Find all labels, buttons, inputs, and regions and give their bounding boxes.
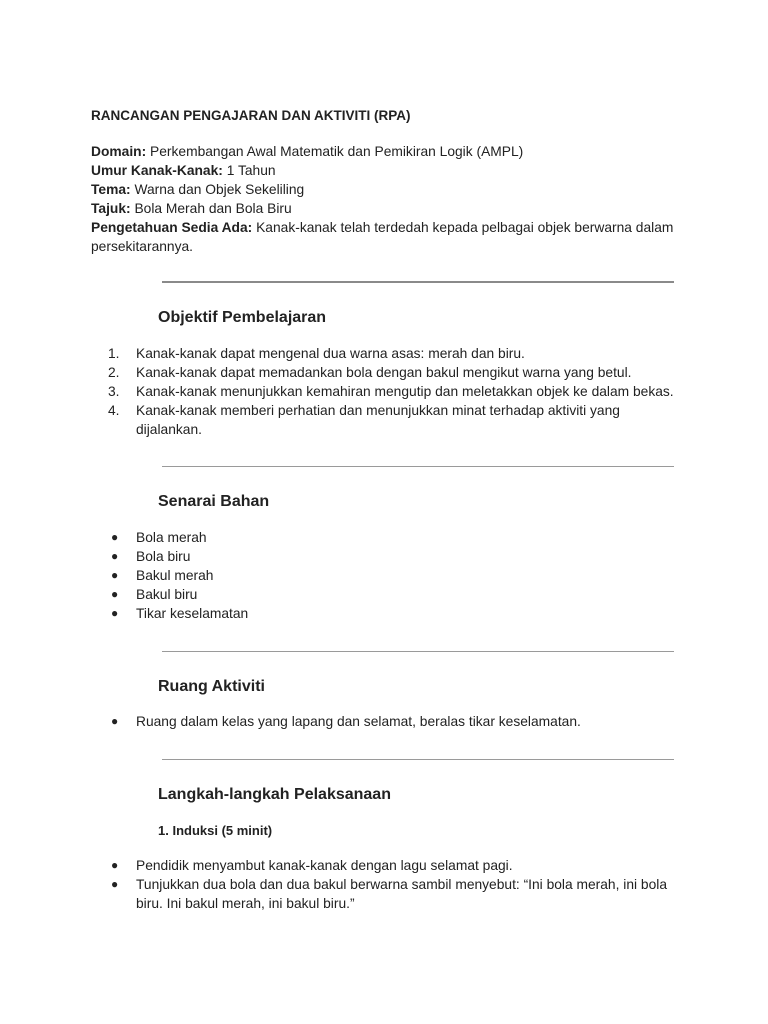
list-item-text: Bakul biru [136,587,198,602]
list-item [91,382,691,401]
meta-tajuk [91,199,691,218]
ruang-heading: Ruang Aktiviti [158,678,265,695]
section-divider [162,281,674,283]
meta-umur [91,161,691,180]
bullet-icon: ● [111,587,119,601]
list-item-text: Kanak-kanak menunjukkan kemahiran mengutip dan meletakkan objek ke dalam bekas. [136,384,674,399]
list-item-text: Kanak-kanak dapat memadankan bola dengan bakul mengikut warna yang betul. [136,365,632,380]
list-item-text: Kanak-kanak memberi perhatian dan menunjukkan minat terhadap aktiviti yang dijalankan. [136,403,620,437]
bahan-list [91,528,691,623]
document-meta [91,142,691,256]
meta-label: Umur Kanak-Kanak: [91,163,223,178]
list-number: 4. [108,403,120,418]
meta-value: Perkembangan Awal Matematik dan Pemikiran Logik (AMPL) [146,144,524,159]
list-item [91,547,691,566]
meta-label: Domain: [91,144,147,159]
section-divider [162,759,674,760]
langkah-list [91,856,691,913]
list-item-text: Ruang dalam kelas yang lapang dan selamat, beralas tikar keselamatan. [136,714,581,729]
list-item [91,712,691,731]
list-item-text: Bola biru [136,549,191,564]
list-item-text: Bola merah [136,530,207,545]
list-item [91,344,691,363]
section-divider [162,651,674,652]
objektif-list [91,344,691,439]
meta-value: Bola Merah dan Bola Biru [130,201,292,216]
bahan-heading: Senarai Bahan [158,493,270,510]
list-item [91,566,691,585]
section-divider [162,466,674,467]
list-item-text: Kanak-kanak dapat mengenal dua warna asas: merah dan biru. [136,346,525,361]
meta-label: Tajuk: [91,201,131,216]
list-number: 1. [108,346,120,361]
bullet-icon: ● [111,606,119,620]
meta-label: Tema: [91,182,131,197]
meta-tema [91,180,691,199]
list-item [91,856,691,875]
meta-value: Kanak-kanak telah terdedah kepada pelbagai objek berwarna dalam persekitarannya. [91,220,674,254]
bullet-icon: ● [111,877,119,891]
meta-label: Pengetahuan Sedia Ada: [91,220,253,235]
meta-value: 1 Tahun [222,163,276,178]
list-item [91,528,691,547]
bullet-icon: ● [111,549,119,563]
list-item-text: Tikar keselamatan [136,606,249,621]
meta-value: Warna dan Objek Sekeliling [130,182,305,197]
list-item [91,604,691,623]
list-item [91,875,674,913]
bullet-icon: ● [111,858,119,872]
list-item-text: Tunjukkan dua bola dan dua bakul berwarna sambil menyebut: “Ini bola merah, ini bola biru. Ini bakul merah, ini bakul biru.” [136,877,667,911]
bullet-icon: ● [111,530,119,544]
list-number: 2. [108,365,120,380]
langkah-heading: Langkah-langkah Pelaksanaan [158,786,391,803]
list-item-text: Bakul merah [136,568,214,583]
objektif-heading: Objektif Pembelajaran [158,309,327,326]
list-item [91,585,691,604]
bullet-icon: ● [111,714,119,728]
ruang-list [91,712,691,731]
list-number: 3. [108,384,120,399]
list-item [91,401,664,439]
meta-pengetahuan [91,218,691,256]
document-title: RANCANGAN PENGAJARAN DAN AKTIVITI (RPA) [91,108,411,123]
meta-domain [91,142,691,161]
induksi-subheading: 1. Induksi (5 minit) [158,823,273,838]
list-item [91,363,691,382]
bullet-icon: ● [111,568,119,582]
list-item-text: Pendidik menyambut kanak-kanak dengan lagu selamat pagi. [136,858,513,873]
